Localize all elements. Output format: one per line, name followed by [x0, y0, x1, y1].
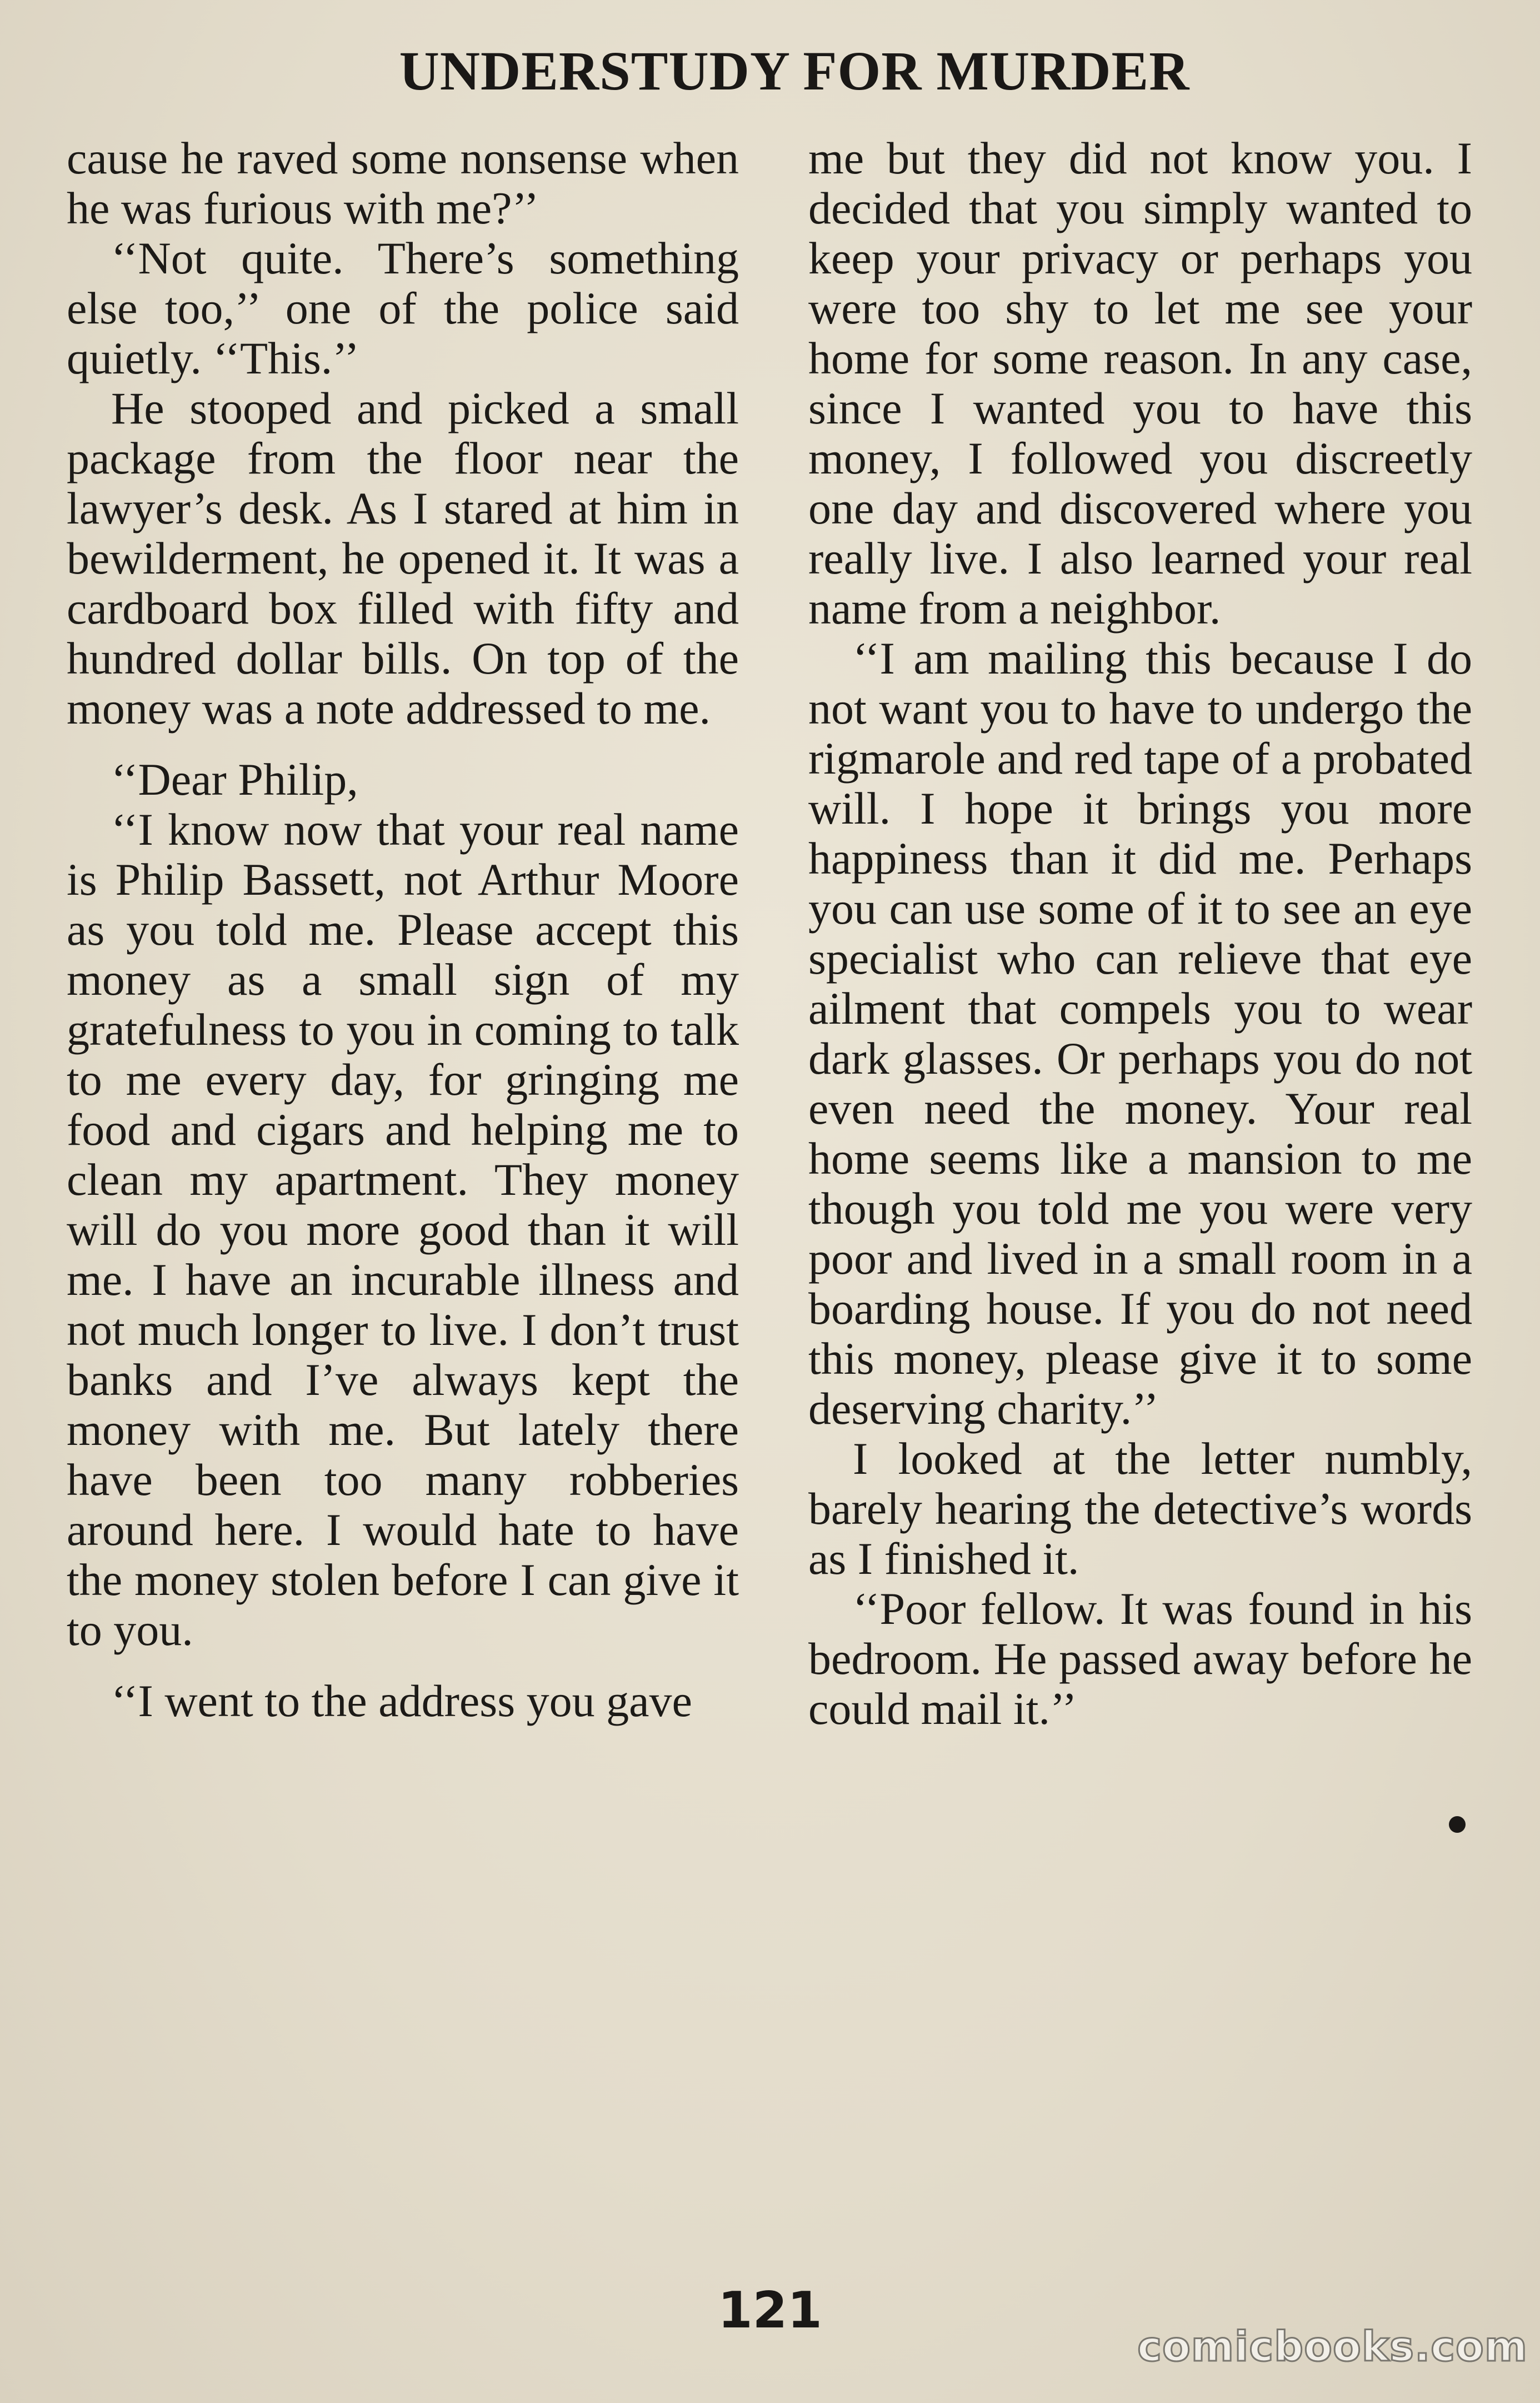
left-column	[67, 133, 739, 1726]
paragraph: I looked at the letter numbly, barely hearing the detective’s words as I finished it.	[808, 1433, 1472, 1584]
end-of-story-bullet-icon	[1449, 1816, 1466, 1833]
page-title: UNDERSTUDY FOR MURDER	[399, 40, 1190, 102]
paragraph: cause he raved some nonsense when he was furious with me?’’	[67, 133, 739, 233]
paragraph: ‘‘I know now that your real name is Philip Bassett, not Arthur Moore as you told me. Please accept this money as a small sign of my gratefulness to you in coming to talk to me every day, for gringing me food and cigars and helping me to clean my apartment. They money will do you more good than it will me. I have an incurable illness and not much longer to live. I don’t trust banks and I’ve always kept the money with me. But lately there have been too many robberies around here. I would hate to have the money stolen before I can give it to you.	[67, 804, 739, 1655]
paragraph: ‘‘Poor fellow. It was found in his bedroom. He passed away before he could mail it.’’	[808, 1583, 1472, 1734]
paragraph: He stooped and picked a small package from the floor near the lawyer’s desk. As I stared at him in bewilderment, he opened it. It was a cardboard box filled with fifty and hundred dollar bills. On top of the money was a note addressed to me.	[67, 383, 739, 734]
right-column	[808, 133, 1472, 1734]
paragraph: ‘‘Not quite. There’s something else too,’’ one of the police said quietly. ‘‘This.’’	[67, 233, 739, 383]
site-watermark: comicbooks.com	[1137, 2323, 1528, 2371]
letter-salutation: ‘‘Dear Philip,	[111, 754, 358, 805]
paragraph: ‘‘I am mailing this because I do not want you to have to undergo the rigmarole and red tape of a probated will. I hope it brings you more happiness than it did me. Perhaps you can use some of it to see an eye specialist who can relieve that eye ailment that compels you to wear dark glasses. Or perhaps you do not even need the money. Your real home seems like a mansion to me though you told me you were very poor and lived in a small room in a boarding house. If you do not need this money, please give it to some deserving charity.’’	[808, 633, 1472, 1434]
paragraph: me but they did not know you. I decided that you simply wanted to keep your privacy or perhaps you were too shy to let me see your home for some reason. In any case, since I wanted you to have this money, I followed you discreetly one day and discovered where you really live. I also learned your real name from a neighbor.	[808, 133, 1472, 634]
page-number: 121	[718, 2281, 822, 2340]
paragraph: ‘‘I went to the address you gave	[111, 1676, 692, 1726]
